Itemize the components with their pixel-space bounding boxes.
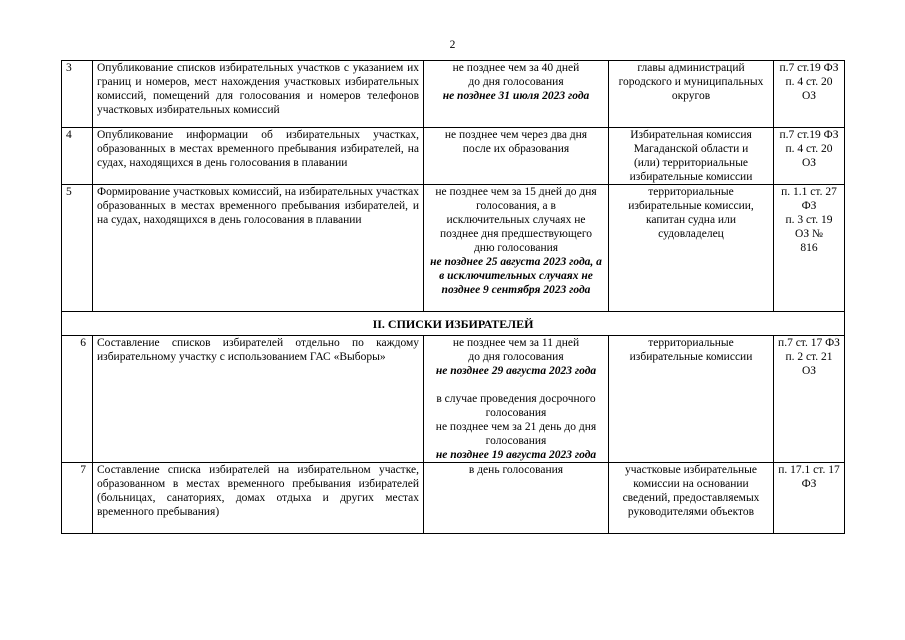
deadline-date: не позднее 25 августа 2023 года, а в исключительных случаях не позднее 9 сентября 2023 года (430, 256, 602, 296)
basis-line: п.7 ст.19 ФЗ (779, 129, 839, 141)
responsible-line: капитан судна или (646, 214, 736, 226)
responsible-line: судовладелец (658, 228, 724, 240)
responsible-line: сведений, предоставляемых (622, 492, 760, 504)
deadline-line: голосования, а в (476, 200, 556, 212)
legal-basis-cell (774, 128, 845, 185)
action-cell: Формирование участковых комиссий, на избирательных участках образованных в местах временного пребывания избирателей, и на судах, находящихся в день голосования в плавании (93, 185, 424, 312)
responsible-line: избирательные комиссии, (628, 200, 754, 212)
responsible-line: округов (671, 90, 711, 102)
row-number: 7 (62, 463, 93, 534)
deadline-cell (424, 336, 609, 463)
table-row (62, 336, 845, 463)
table-row (62, 185, 845, 312)
election-schedule-table (61, 60, 845, 534)
action-cell: Составление списка избирателей на избирательном участке, образованном в местах временного пребывания избирателей (больницах, санаториях, домах отдыха и других местах временного пребывания) (93, 463, 424, 534)
deadline-line: не позднее чем через два дня (444, 129, 588, 141)
responsible-cell (609, 61, 774, 128)
responsible-line: Магаданской области и (633, 143, 749, 155)
deadline-line: исключительных случаях не (446, 214, 586, 226)
action-cell: Опубликование списков избирательных участков с указанием их границ и номеров, мест нахождения участковых избирательных комиссий, помещений для голосования и номеров телефонов участковых избирательных комиссий (93, 61, 424, 128)
deadline-line: позднее дня предшествующего (439, 228, 593, 240)
action-cell: Составление списков избирателей отдельно по каждому избирательному участку с использованием ГАС «Выборы» (93, 336, 424, 463)
legal-basis-cell (774, 61, 845, 128)
action-cell: Опубликование информации об избирательных участках, образованных в местах временного пребывания избирателей, на судах, находящихся в день голосования в плавании (93, 128, 424, 185)
responsible-line: руководителями объектов (627, 506, 755, 518)
basis-line: п. 17.1 ст. 17 ФЗ (778, 464, 840, 490)
deadline-date: не позднее 19 августа 2023 года (435, 449, 597, 461)
row-number: 5 (62, 185, 93, 312)
responsible-line: городского и муниципальных (618, 76, 764, 88)
table-row (62, 463, 845, 534)
legal-basis-cell (774, 463, 845, 534)
deadline-line: не позднее чем за 11 дней (452, 337, 580, 349)
legal-basis-cell (774, 185, 845, 312)
deadline-line: не позднее чем за 21 день до дня (435, 421, 597, 433)
deadline-cell (424, 61, 609, 128)
responsible-line: комиссии на основании (633, 478, 749, 490)
responsible-line: участковые избирательные (624, 464, 757, 476)
responsible-line: (или) территориальные (633, 157, 749, 169)
basis-line: п. 4 ст. 20 ОЗ (785, 143, 833, 169)
responsible-line: избирательные комиссии (629, 351, 753, 363)
deadline-line: голосования (485, 407, 547, 419)
responsible-line: территориальные (648, 337, 734, 349)
basis-line: п.7 ст. 17 ФЗ (778, 337, 840, 349)
spacer (428, 378, 604, 392)
section-title: II. СПИСКИ ИЗБИРАТЕЛЕЙ (62, 312, 845, 336)
table-row (62, 128, 845, 185)
responsible-line: избирательные комиссии (629, 171, 753, 183)
deadline-cell (424, 185, 609, 312)
deadline-line: не позднее чем за 40 дней (452, 62, 580, 74)
basis-line: п. 2 ст. 21 ОЗ (785, 351, 833, 377)
basis-line: 816 (800, 242, 818, 254)
deadline-date: не позднее 31 июля 2023 года (442, 90, 590, 102)
responsible-line: главы администраций (637, 62, 745, 74)
basis-line: п. 4 ст. 20 ОЗ (785, 76, 833, 102)
responsible-cell (609, 463, 774, 534)
responsible-cell (609, 336, 774, 463)
deadline-line: не позднее чем за 15 дней до дня (435, 186, 597, 198)
basis-line: п. 3 ст. 19 ОЗ № (785, 214, 833, 240)
row-number: 3 (62, 61, 93, 128)
deadline-date: не позднее 29 августа 2023 года (435, 365, 597, 377)
responsible-cell (609, 185, 774, 312)
deadline-cell (424, 463, 609, 534)
responsible-line: Избирательная комиссия (630, 129, 752, 141)
deadline-cell (424, 128, 609, 185)
row-number: 6 (62, 336, 93, 463)
page-number: 2 (449, 39, 456, 51)
basis-line: п.7 ст.19 ФЗ (779, 62, 839, 74)
deadline-line: голосования (485, 435, 547, 447)
deadline-line: дню голосования (473, 242, 559, 254)
row-number: 4 (62, 128, 93, 185)
deadline-line: до дня голосования (468, 76, 564, 88)
responsible-line: территориальные (648, 186, 734, 198)
legal-basis-cell (774, 336, 845, 463)
table-row (62, 61, 845, 128)
deadline-line: до дня голосования (468, 351, 564, 363)
section-row (62, 312, 845, 336)
basis-line: п. 1.1 ст. 27 ФЗ (781, 186, 837, 212)
deadline-line: в день голосования (468, 464, 564, 476)
responsible-cell (609, 128, 774, 185)
deadline-line: после их образования (462, 143, 570, 155)
deadline-line: в случае проведения досрочного (436, 393, 596, 405)
